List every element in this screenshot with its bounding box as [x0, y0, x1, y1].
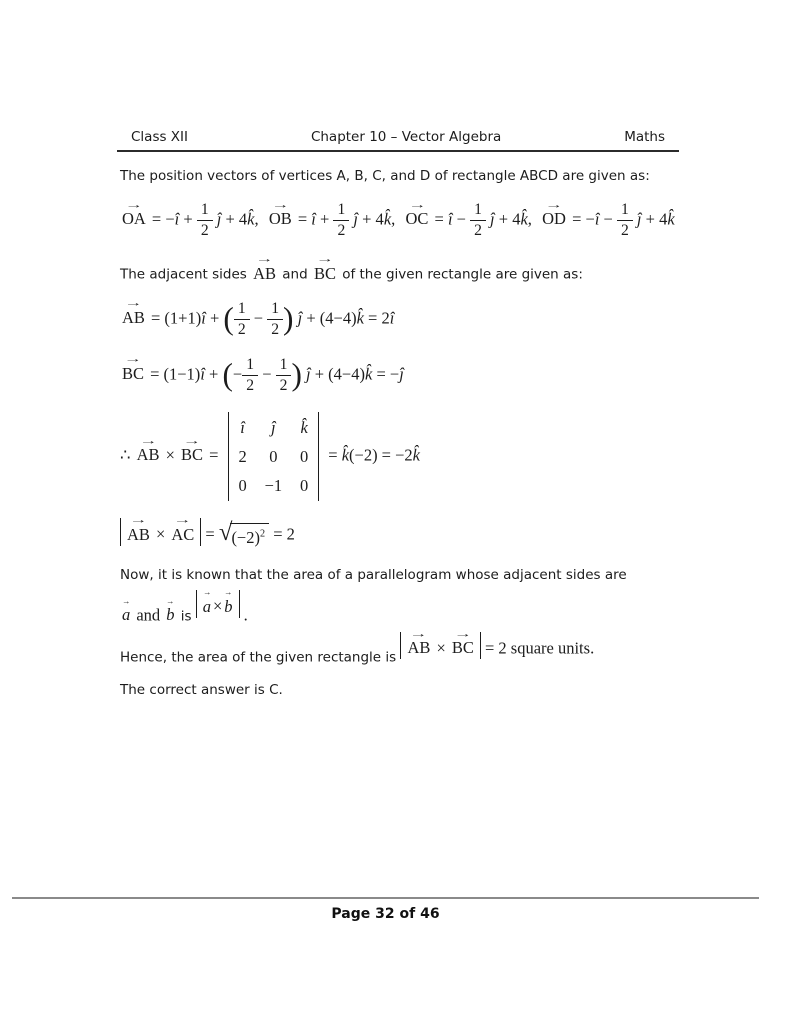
math-roman: (−2) = −2 [349, 445, 413, 465]
determinant-matrix [228, 412, 320, 501]
vector-arrow-icon: → [122, 595, 131, 606]
math-roman: = − [567, 209, 595, 229]
math-italic: k̂ [247, 209, 255, 229]
math-italic: ĵ [632, 209, 642, 229]
text-run: of the given rectangle are given as: [337, 266, 583, 283]
header-subject: Maths [624, 129, 665, 145]
math-roman: − [258, 363, 276, 383]
vector-name: OB [268, 209, 292, 229]
vector-arrow-icon: → [139, 435, 157, 447]
math-roman: = [430, 209, 448, 229]
vector-arrow-icon: → [453, 628, 472, 640]
vector-name: b [166, 605, 175, 625]
math-roman: + [179, 209, 197, 229]
paragraph-position-vectors [120, 167, 696, 186]
vector-arrow-icon: → [173, 514, 192, 526]
math-roman: − [599, 209, 617, 229]
vector-arrow-icon: → [183, 435, 201, 447]
fraction-numerator: 1 [197, 201, 213, 221]
determinant-cell: ĵ [271, 417, 276, 437]
fraction-denominator: 2 [474, 221, 482, 239]
vector-arrow-icon: → [129, 514, 148, 526]
vector-arrow-icon: → [271, 199, 290, 211]
determinant-cell: 2 [238, 446, 247, 466]
vector-BC [179, 435, 205, 465]
vector-name: AC [171, 524, 195, 544]
fraction-denominator: 2 [620, 221, 629, 239]
math-italic: ĵ [293, 307, 303, 327]
fraction-numerator: 1 [617, 201, 633, 221]
vector-name: a [202, 596, 212, 616]
vector-arrow-icon: → [124, 354, 142, 366]
vector-name: BC [313, 263, 336, 283]
math-italic: ĵ [485, 209, 495, 229]
fraction-denominator: 2 [337, 221, 346, 239]
math-roman: (−2) [231, 527, 260, 547]
math-roman: + [204, 363, 223, 383]
math-italic: î [389, 307, 395, 327]
math-roman: = [201, 524, 219, 544]
vector-name: b [224, 596, 233, 616]
vector-name: BC [181, 445, 204, 465]
math-roman: + 4 [358, 209, 384, 229]
big-paren: ) [283, 301, 294, 337]
math-roman: = − [147, 209, 175, 229]
text-run: Hence, the area of the given rectangle is [120, 649, 401, 666]
vector-a [120, 595, 132, 625]
vector-OA [120, 199, 148, 229]
radicand [230, 523, 269, 549]
paragraph-adjacent-sides [120, 253, 696, 285]
raised-group [196, 587, 240, 618]
fraction [276, 356, 292, 395]
math-roman: − [249, 307, 268, 327]
header-chapter-title: Chapter 10 – Vector Algebra [310, 129, 502, 145]
vector-name: OD [542, 209, 566, 229]
vector-arrow-icon: → [124, 298, 143, 310]
math-bc-expansion [120, 356, 696, 395]
math-roman: ∴ [120, 445, 135, 465]
fraction-numerator: 1 [333, 201, 349, 221]
vector-name: a [121, 605, 131, 625]
math-roman: , [254, 209, 267, 229]
vector-OB [267, 199, 294, 229]
vector-BC [120, 354, 146, 383]
fraction-numerator: 1 [242, 356, 258, 376]
fraction-denominator: 2 [246, 376, 255, 394]
math-roman: , [391, 209, 404, 229]
vector-AB [125, 514, 152, 544]
vector-a [201, 587, 213, 616]
math-oa-ob-oc-od [120, 201, 696, 240]
fraction-denominator: 2 [237, 320, 246, 338]
determinant-cell: −1 [264, 475, 283, 495]
determinant-cell: 0 [269, 446, 278, 466]
math-roman: + 4 [494, 209, 521, 229]
big-paren: ) [291, 357, 302, 393]
math-roman: − [452, 209, 471, 229]
text-run: The correct answer is C. [120, 682, 283, 699]
vector-name: OC [405, 209, 429, 229]
vector-AB [251, 253, 278, 283]
math-roman: × [432, 638, 450, 658]
vector-AB [405, 628, 432, 658]
math-italic: k̂ [356, 307, 364, 327]
math-italic: k̂ [364, 363, 373, 383]
math-a-b-cross-magnitude [120, 587, 696, 627]
math-italic: î [311, 209, 316, 229]
fraction-numerator: 1 [267, 300, 283, 320]
fraction-numerator: 1 [234, 300, 250, 320]
vector-name: AB [126, 524, 150, 544]
fraction [470, 201, 486, 240]
vector-b [222, 587, 234, 616]
math-roman: = 2 [363, 307, 390, 327]
radical-icon: √ [218, 518, 233, 546]
math-magnitude [120, 514, 696, 549]
vector-arrow-icon: → [407, 199, 426, 211]
math-italic: k̂ [412, 445, 420, 465]
math-italic: ĵ [399, 363, 404, 383]
math-italic: î [201, 307, 206, 327]
page-footer [12, 897, 759, 922]
math-roman: = (1−1) [145, 363, 201, 383]
vector-name: AB [136, 445, 160, 465]
vector-arrow-icon: → [166, 595, 175, 606]
fraction [197, 201, 213, 240]
vector-BC [450, 628, 476, 658]
math-italic: î [594, 209, 600, 229]
determinant-cell: 0 [238, 475, 247, 495]
determinant-cell: k̂ [300, 417, 308, 437]
math-roman: + [205, 307, 224, 327]
determinant-cell: 0 [300, 446, 309, 466]
fraction-denominator: 2 [279, 376, 288, 394]
math-italic: k̂ [341, 445, 350, 465]
big-paren: ( [222, 357, 233, 393]
text-run: and [277, 266, 312, 283]
raised-group [400, 628, 595, 660]
determinant-cell: 0 [300, 475, 309, 495]
math-roman: = 2 [269, 524, 295, 544]
vector-arrow-icon: → [315, 253, 334, 265]
vector-name: OA [121, 209, 146, 229]
math-italic: î [200, 363, 205, 383]
vector-AB [135, 435, 162, 465]
vector-name: AB [121, 307, 145, 327]
math-italic: î [447, 209, 453, 229]
math-italic: k̂ [520, 209, 528, 229]
absolute-value [400, 628, 480, 660]
math-roman: × [161, 445, 180, 465]
vector-arrow-icon: → [202, 587, 211, 598]
math-roman: = [205, 445, 223, 465]
vector-BC [312, 253, 338, 283]
absolute-value [120, 514, 201, 546]
vector-name: BC [451, 638, 474, 658]
fraction [242, 356, 258, 395]
paragraph-hence-area [120, 628, 696, 668]
text-run: The position vectors of vertices A, B, C, and D of rectangle ABCD are given as: [120, 168, 650, 184]
math-italic: ĵ [301, 363, 311, 383]
page-content [120, 167, 696, 700]
math-italic: ĵ [212, 209, 222, 229]
fraction [234, 300, 250, 339]
vector-AC [169, 514, 196, 544]
absolute-value [196, 587, 240, 618]
math-roman: × [151, 524, 170, 544]
square-root [218, 518, 269, 549]
math-roman: + (4−4) [310, 363, 365, 383]
vector-name: BC [121, 363, 144, 383]
vector-OC [404, 199, 431, 229]
vector-arrow-icon: → [124, 199, 143, 211]
math-roman: = (1+1) [146, 307, 202, 327]
text-run: is [176, 608, 196, 625]
header-class: Class XII [131, 129, 189, 145]
fraction-numerator: 1 [470, 201, 486, 221]
vector-name: AB [253, 263, 277, 283]
vector-arrow-icon: → [545, 199, 563, 211]
fraction [333, 201, 349, 240]
paragraph-correct-answer [120, 681, 696, 700]
determinant-cell: î [240, 417, 245, 437]
fraction-denominator: 2 [271, 320, 280, 338]
vector-OD [540, 199, 568, 229]
math-roman: = − [372, 363, 400, 383]
fraction [267, 300, 283, 339]
vector-AB [120, 298, 147, 327]
math-roman: + 4 [641, 209, 668, 229]
superscript: 2 [259, 528, 266, 540]
vector-arrow-icon: → [224, 587, 233, 598]
text-run: Now, it is known that the area of a parallelogram whose adjacent sides are [120, 566, 627, 583]
math-cross-product-determinant [120, 412, 696, 501]
vector-b [164, 595, 176, 625]
paragraph-parallelogram-area [120, 566, 696, 585]
math-roman: = [324, 445, 342, 465]
math-ab-expansion [120, 300, 696, 339]
math-roman: . [239, 605, 248, 625]
math-roman: × [213, 596, 223, 616]
math-italic: k̂ [667, 209, 675, 229]
vector-name: AB [407, 638, 431, 658]
page-number: Page 32 of 46 [331, 906, 440, 922]
math-roman: , [527, 209, 541, 229]
math-roman: = 2 square units. [480, 638, 595, 658]
math-roman: + 4 [221, 209, 248, 229]
fraction-denominator: 2 [200, 221, 209, 239]
math-roman: + [315, 209, 334, 229]
fraction [617, 201, 633, 240]
math-roman: + (4−4) [302, 307, 357, 327]
vector-arrow-icon: → [409, 628, 428, 640]
math-roman: = [293, 209, 312, 229]
big-paren: ( [223, 301, 234, 337]
math-roman: and [132, 605, 165, 625]
math-italic: ĵ [349, 209, 358, 229]
text-run: The adjacent sides [120, 266, 252, 283]
page-header [117, 129, 679, 152]
math-roman: − [232, 363, 243, 383]
math-italic: k̂ [383, 209, 392, 229]
fraction-numerator: 1 [276, 356, 292, 376]
vector-arrow-icon: → [255, 253, 274, 265]
math-italic: î [174, 209, 180, 229]
